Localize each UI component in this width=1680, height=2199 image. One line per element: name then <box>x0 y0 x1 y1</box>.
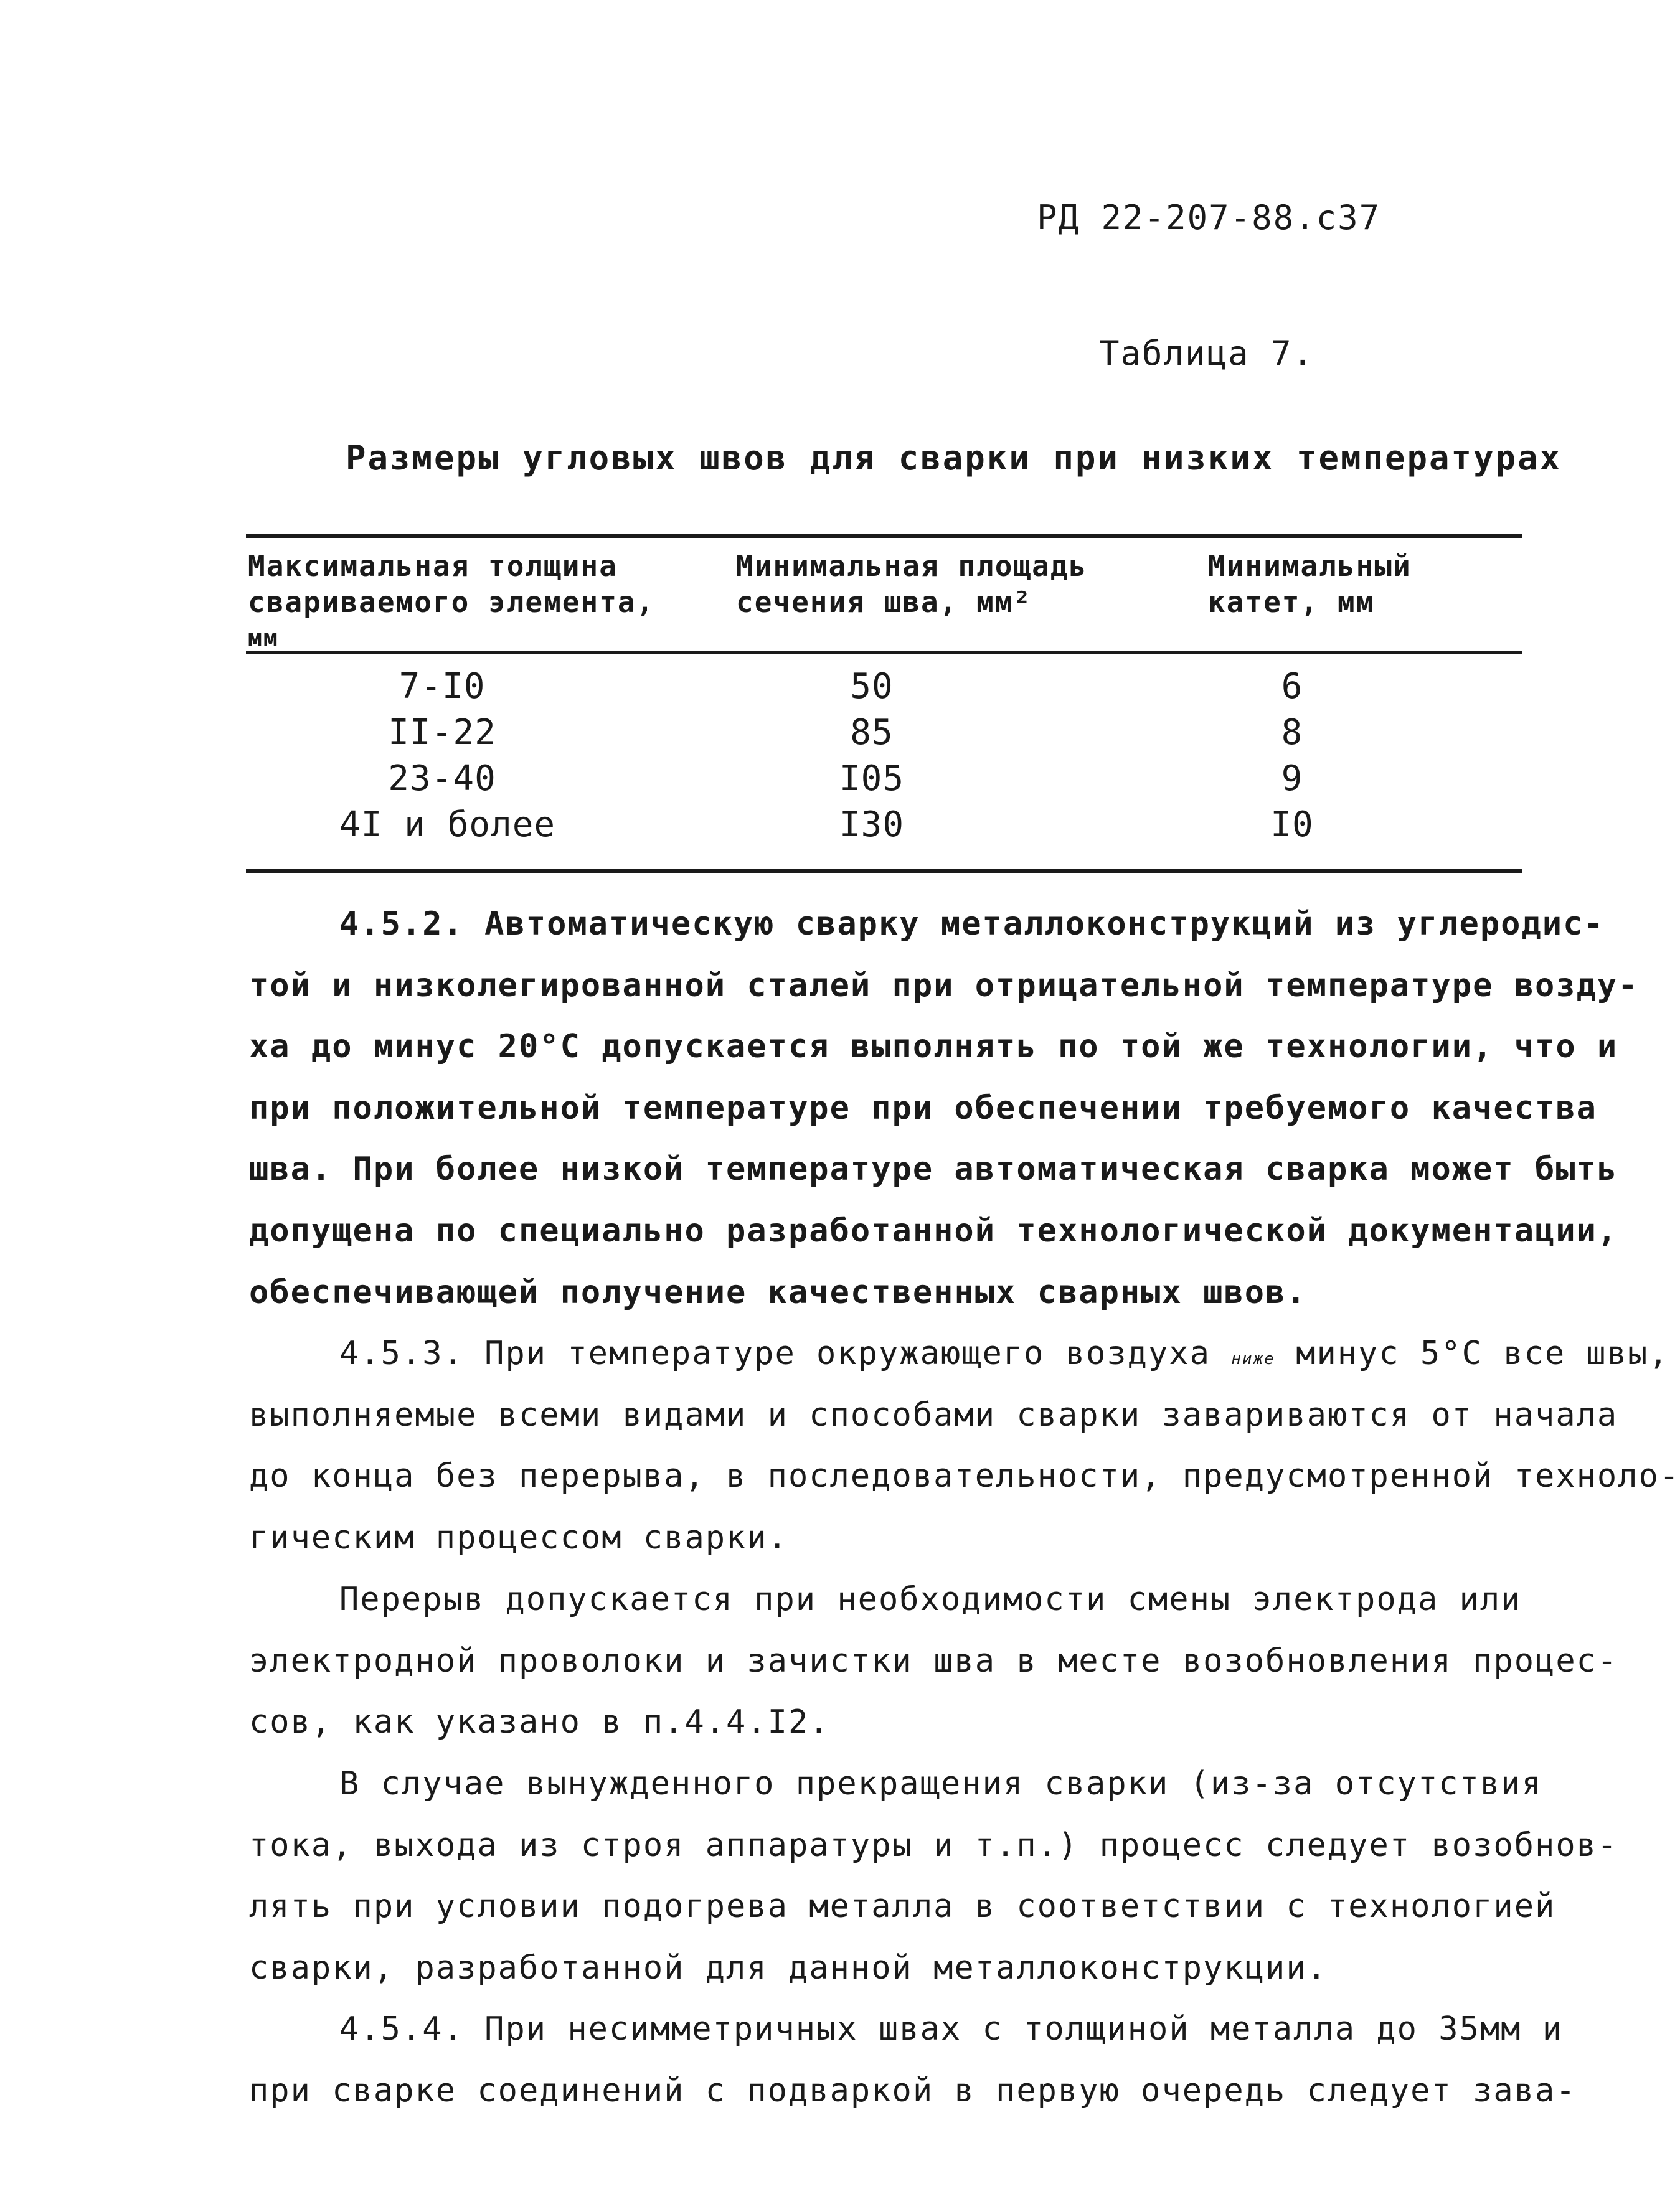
cell-area: 50 <box>850 666 894 707</box>
text-line: гическим процессом сварки. <box>249 1519 788 1556</box>
paragraph-4-5-3 <box>249 1323 1680 1568</box>
column-header-thickness: Максимальная толщина свариваемого элемента, мм <box>248 549 655 652</box>
text-line: В случае вынужденного прекращения сварки (из-за отсутствия <box>339 1765 1542 1802</box>
text-line: допущена по специально разработанной технологической документации, <box>249 1212 1618 1250</box>
text-line: тока, выхода из строя аппаратуры и т.п.) процесс следует возобнов- <box>249 1826 1618 1864</box>
text-line: 4.5.2. Автоматическую сварку металлоконструкций из углеродис- <box>339 905 1605 943</box>
text-line: Перерыв допускается при необходимости смены электрода или <box>339 1581 1522 1618</box>
table-top-rule <box>246 534 1522 538</box>
cell-thickness: 23-40 <box>388 758 496 799</box>
text-line: 4.5.4. При несимметричных швах с толщиной металла до 35мм и <box>339 2010 1564 2048</box>
text-line: выполняемые всеми видами и способами сварки завариваются от начала <box>249 1396 1618 1434</box>
document-reference: РД 22-207-88.с37 <box>1037 198 1381 237</box>
paragraph-break-permitted <box>249 1569 1618 1753</box>
cell-thickness: 7-I0 <box>399 666 486 707</box>
text-line: при сварке соединений с подваркой в первую очередь следует зава- <box>249 2071 1577 2109</box>
table-number: Таблица 7. <box>1099 334 1314 373</box>
text-line: электродной проволоки и зачистки шва в месте возобновления процес- <box>249 1642 1618 1680</box>
paragraph-4-5-2 <box>249 893 1639 1323</box>
column-header-leg: Минимальный катет, мм <box>1208 549 1412 619</box>
text-line: той и низколегированной сталей при отрицательной температуре возду- <box>249 966 1639 1004</box>
cell-thickness: 4I и более <box>339 804 556 845</box>
cell-leg: 8 <box>1281 712 1303 753</box>
paragraph-4-5-4 <box>249 1999 1577 2121</box>
text-line: шва. При более низкой температуре автоматическая сварка может быть <box>249 1151 1618 1189</box>
text-line: ха до минус 20°С допускается выполнять по той же технологии, что и <box>249 1028 1618 1066</box>
cell-area: I05 <box>839 758 905 799</box>
text-line: до конца без перерыва, в последовательности, предусмотренной техноло- <box>249 1457 1680 1495</box>
handwritten-insertion: ниже <box>1231 1350 1275 1368</box>
text-line: сварки, разработанной для данной металлоконструкции. <box>249 1949 1328 1987</box>
column-header-area: Минимальная площадь сечения шва, мм² <box>736 549 1088 619</box>
cell-leg: 6 <box>1281 666 1303 707</box>
cell-area: I30 <box>839 804 905 845</box>
cell-leg: 9 <box>1281 758 1303 799</box>
cell-leg: I0 <box>1270 804 1314 845</box>
table-title: Размеры угловых швов для сварки при низких температурах <box>346 438 1562 478</box>
text-line: обеспечивающей получение качественных сварных швов. <box>249 1273 1307 1311</box>
table-bottom-rule <box>246 869 1522 873</box>
text-line: сов, как указано в п.4.4.I2. <box>249 1703 830 1741</box>
paragraph-forced-stop <box>249 1753 1618 1999</box>
text-line: лять при условии подогрева металла в соответствии с технологией <box>249 1888 1556 1926</box>
cell-thickness: II-22 <box>388 712 496 753</box>
text-line: 4.5.3. При температуре окружающего воздуха ниже минус 5°С все швы, <box>339 1335 1669 1372</box>
text-line: при положительной температуре при обеспечении требуемого качества <box>249 1089 1597 1127</box>
cell-area: 85 <box>850 712 894 753</box>
